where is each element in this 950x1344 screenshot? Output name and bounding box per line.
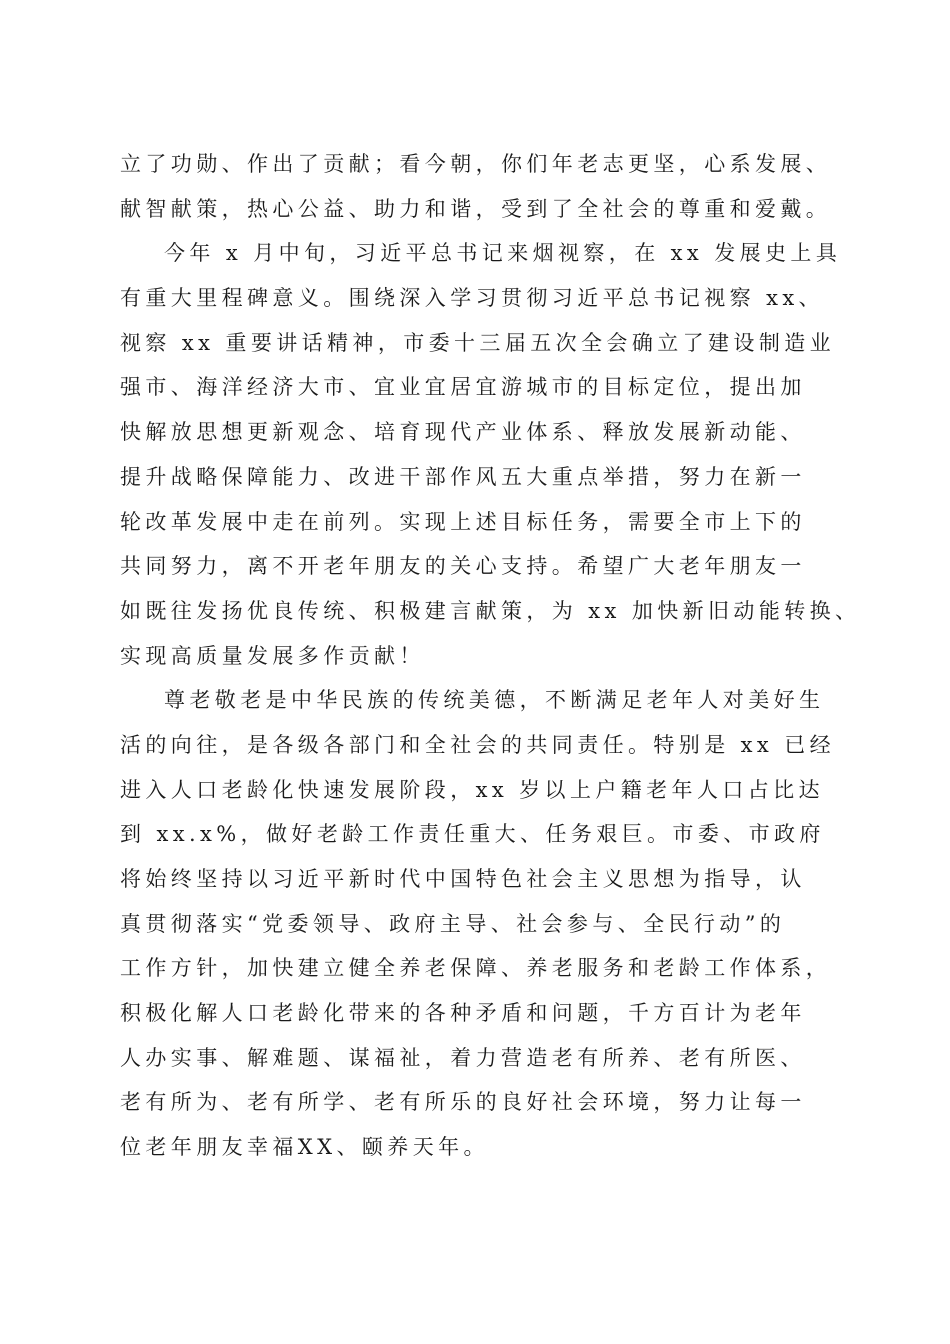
text-line: 进入人口老龄化快速发展阶段，xx 岁以上户籍老年人口占比达 [120, 777, 824, 802]
text-line: 人办实事、解难题、谋福祉，着力营造老有所养、老有所医、 [120, 1045, 806, 1070]
document-page [120, 142, 861, 1170]
text-line: 视察 xx 重要讲话精神，市委十三届五次全会确立了建设制造业 [120, 330, 836, 355]
text-line: 有重大里程碑意义。围绕深入学习贯彻习近平总书记视察 xx、 [120, 286, 824, 311]
paragraph-1 [120, 142, 850, 231]
text-line: 到 xx.x%，做好老龄工作责任重大、任务艰巨。市委、市政府 [120, 822, 825, 847]
text-line: 位老年朋友幸福XX、颐养天年。 [120, 1135, 489, 1160]
text-line: 提升战略保障能力、改进干部作风五大重点举措，努力在新一 [120, 464, 806, 489]
text-line: 轮改革发展中走在前列。实现上述目标任务，需要全市上下的 [120, 509, 806, 534]
text-line: 立了功勋、作出了贡献；看今朝，你们年老志更坚，心系发展、 [120, 152, 832, 176]
text-line: 快解放思想更新观念、培育现代产业体系、释放发展新动能、 [120, 420, 806, 445]
text-line: 强市、海洋经济大市、宜业宜居宜游城市的目标定位，提出加 [120, 375, 806, 400]
text-line: 献智献策，热心公益、助力和谐，受到了全社会的尊重和爱戴。 [120, 196, 832, 221]
paragraph-2 [120, 231, 861, 678]
text-line: 工作方针，加快建立健全养老保障、养老服务和老龄工作体系， [120, 956, 832, 981]
text-line: 今年 x 月中旬，习近平总书记来烟视察，在 xx 发展史上具 [164, 241, 842, 266]
text-line: 老有所为、老有所学、老有所乐的良好社会环境，努力让每一 [120, 1090, 806, 1115]
text-line: 积极化解人口老龄化带来的各种矛盾和问题，千方百计为老年 [120, 1001, 806, 1026]
text-line: 如既往发扬优良传统、积极建言献策，为 xx 加快新旧动能转换、 [120, 598, 861, 623]
paragraph-3 [120, 678, 850, 1170]
text-line: 活的向往，是各级各部门和全社会的共同责任。特别是 xx 已经 [120, 732, 836, 757]
text-line: 实现高质量发展多作贡献！ [120, 643, 425, 668]
text-line: 共同努力，离不开老年朋友的关心支持。希望广大老年朋友一 [120, 554, 806, 579]
text-line: 真贯彻落实“党委领导、政府主导、社会参与、全民行动”的 [120, 911, 786, 936]
text-line: 将始终坚持以习近平新时代中国特色社会主义思想为指导，认 [120, 867, 806, 891]
text-line: 尊老敬老是中华民族的传统美德，不断满足老年人对美好生 [164, 688, 825, 713]
